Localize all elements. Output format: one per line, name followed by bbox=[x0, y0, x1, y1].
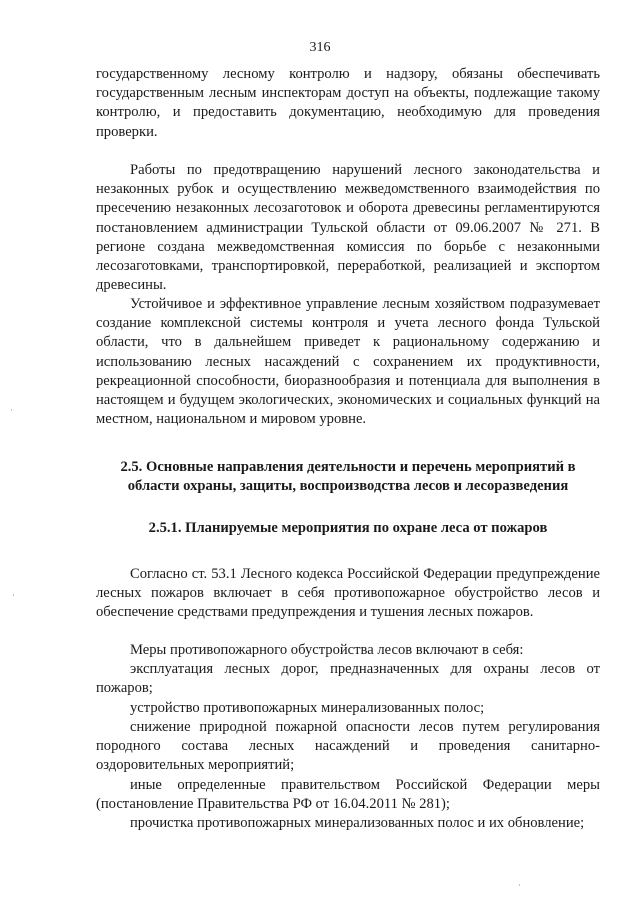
paragraph-measures-intro: Меры противопожарного обустройства лесов включают в себя: bbox=[130, 642, 524, 658]
list-item-firebreak-cleaning: прочистка противопожарных минерализованных полос и их обновление; bbox=[130, 815, 585, 831]
scan-speck: · bbox=[12, 590, 15, 600]
list-item-firebreaks: устройство противопожарных минерализованных полос; bbox=[130, 700, 485, 716]
paragraph-forest-code: Согласно ст. 53.1 Лесного кодекса Российской Федерации предупреждение лесных пожаров включает в себя противопожарное обустройство лесов и обеспечение средствами предупреждения и тушения лесных пожаров. bbox=[96, 566, 600, 621]
subsection-heading: 2.5.1. Планируемые мероприятия по охране леса от пожаров bbox=[148, 520, 548, 536]
list-item-fire-hazard-reduction: снижение природной пожарной опасности лесов путем регулирования породного состава лесных насаждений и проведения санитарно-оздоровительных мероприятий; bbox=[96, 719, 600, 774]
scan-speck: · bbox=[518, 880, 521, 890]
paragraph-continuation: государственному лесному контролю и надзору, обязаны обеспечивать государственным лесным инспекторам доступ на объекты, подлежащие такому контролю, и предоставить документацию, необходимую для проведения проверки. bbox=[96, 66, 600, 140]
paragraph-illegal-logging: Работы по предотвращению нарушений лесного законодательства и незаконных рубок и осуществлению межведомственного взаимодействия по пресечению незаконных лесозаготовок и оборота древесины регламентируются постановлением администрации Тульской области от 09.06.2007 № 271. В регионе создана межведомственная комиссия по борьбе с незаконными лесозаготовками, транспортировкой, переработкой, реализацией и экспортом древесины. bbox=[96, 162, 600, 294]
section-heading: 2.5. Основные направления деятельности и перечень мероприятий в области охраны, защиты, воспроизводства лесов и лесоразведения bbox=[120, 459, 576, 495]
scan-speck: · bbox=[10, 405, 13, 415]
page-number: 316 bbox=[309, 40, 331, 55]
list-item-forest-roads: эксплуатация лесных дорог, предназначенных для охраны лесов от пожаров; bbox=[96, 661, 600, 697]
paragraph-forest-management: Устойчивое и эффективное управление лесным хозяйством подразумевает создание комплексной системы контроля и учета лесного фонда Тульской области, что в дальнейшем приведет к рациональному содержанию и использованию лесных насаждений с сохранением их продуктивности, рекреационной способности, биоразнообразия и потенциала для выполнения в настоящем и будущем экологических, экономических и социальных функций на местном, национальном и мировом уровне. bbox=[96, 296, 600, 428]
list-item-other-measures: иные определенные правительством Российской Федерации меры (постановление Правительства РФ от 16.04.2011 № 281); bbox=[96, 777, 600, 813]
